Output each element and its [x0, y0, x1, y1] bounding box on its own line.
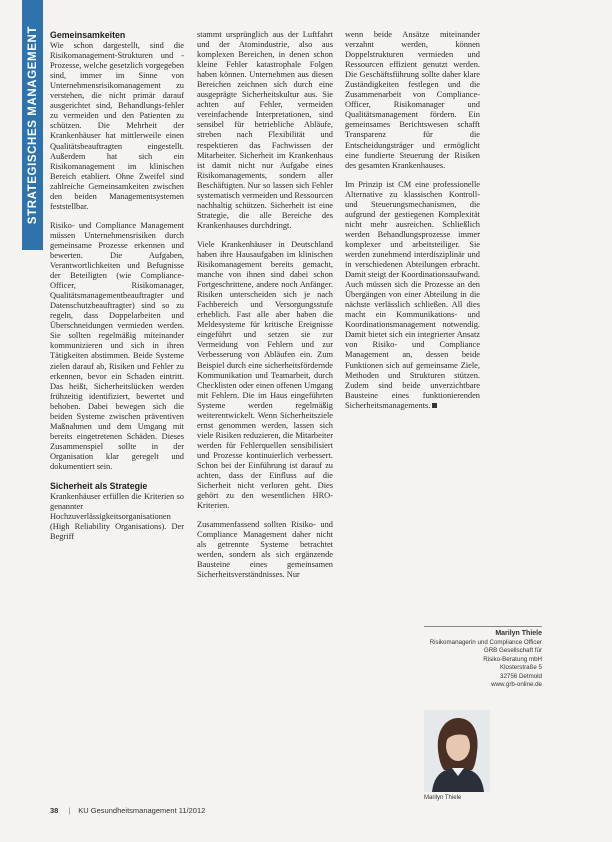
paragraph: wenn beide Ansätze miteinander verzahnt werden, können Doppelstrukturen vermieden und Ressourcen effizient genutzt werden. Die Geschäftsführung sollte daher klare Zuständigkeiten festlegen und die Zusammenarbeit von Compliance-Officer, Risikomanager und Qualitätsmanagement fördern. Ein gemeinsames Berichtswesen schafft Transparenz für die Entscheidungsträger und ermöglicht eine fundierte Steuerung der Risiken des gesamten Krankenhauses.	[345, 30, 480, 170]
text-column-2	[197, 30, 333, 589]
author-city: 32756 Detmold	[500, 672, 542, 680]
end-of-article-icon	[432, 403, 437, 408]
author-info	[424, 630, 542, 690]
paragraph: Risiko- und Compliance Management müssen Unternehmensrisiken durch gemeinsame Prozesse erkennen und bewerten. Die Aufgaben, Verantwortlichkeiten und Befugnisse der Beteiligten (wie Compliance-Officer, Risikomanager, Qualitätsmanagementbeauftragter und Datenschutzbeauftragter) sind so zu regeln, dass Doppelarbeiten und Überschneidungen vermieden werden. Sie sollten regelmäßig miteinander kommunizieren und sich in ihren Tätigkeiten abstimmen. Beide Systeme zielen darauf ab, Risiken und Fehler zu erkennen, bevor ein Schaden eintritt. Das heißt, Sicherheitslücken werden frühzeitig identifiziert, bewertet und behoben. Dabei bewegen sich die beiden Systeme zwischen präventiven Maßnahmen und dem Umgang mit bereits eingetretenen Schäden. Dieses Zusammenspiel sollte in der Organisation klar geregelt und dokumentiert sein.	[50, 220, 184, 471]
author-name: Marilyn Thiele	[495, 630, 542, 637]
author-street: Klosterstraße 5	[500, 664, 542, 671]
footer-separator: |	[68, 806, 71, 815]
author-divider	[424, 626, 542, 627]
author-title: Risikomanagerin und Compliance Officer	[429, 638, 542, 646]
author-photo	[424, 710, 490, 792]
paragraph: Zusammenfassend sollten Risiko- und Compliance Management daher nicht als getrennte Systeme betrachtet werden, sondern als sich ergänzende Bausteine eines gemeinsamen Sicherheitsverständnisses. Nur	[197, 520, 333, 580]
section-label: STRATEGISCHES MANAGEMENT	[26, 25, 39, 225]
paragraph: Wie schon dargestellt, sind die Risikomanagement-Strukturen und -Prozesse, welche gesetzlich vorgegeben sind, immer im Sinne von Unternehmensrisikomanagement zu verstehen, die nicht primär darauf ausgerichtet sind, Behandlungs-fehler zu vermeiden und den Patienten zu schützen. Die Mehrheit der Krankenhäuser hat mittlerweile einen Qualitätsbeauftragten eingestellt. Außerdem hat sich ein Risikomanagement im klinischen Bereich etabliert. Ohne Zweifel sind zahlreiche Gemeinsamkeiten zwischen den beiden Managementsystemen feststellbar.	[50, 41, 184, 211]
author-company-2: Risiko-Beratung mbH	[483, 655, 542, 663]
photo-caption: Marilyn Thiele	[424, 795, 462, 801]
paragraph	[345, 180, 480, 411]
subheading-sicherheit: Sicherheit als Strategie	[50, 481, 148, 492]
paragraph: stammt ursprünglich aus der Luftfahrt und der Atomindustrie, also aus komplexen Bereichen, in denen schon kleine Fehler katastrophale Folgen haben können. Unternehmen aus diesen Bereichen zeichnen sich durch eine ausgeprägte Sicherheitskultur aus. Sie achten auf Fehler, vermeiden vereinfachende Interpretationen, sind sensibel für betriebliche Abläufe, streben nach Flexibilität und respektieren das Fachwissen der Mitarbeiter. Sicherheit im Krankenhaus ist damit nicht nur Aufgabe eines Risikomanagements, sondern aller Beschäftigten. Nur so lassen sich Fehler systematisch vermeiden und Ressourcen nachhaltig schützen. Sicherheit ist eine Strategie, die alle Bereiche des Krankenhauses durchdringt.	[197, 30, 333, 230]
author-company: GRB Gesellschaft für	[483, 647, 542, 654]
page-footer	[50, 806, 205, 815]
text-column-3	[345, 30, 480, 420]
paragraph: Viele Krankenhäuser in Deutschland haben ihre Hausaufgaben im klinischen Risikomanagement bereits gemacht, manche von ihnen sind dabei schon Fortgeschrittene, andere noch Anfänger. Risiken unterscheiden sich je nach Fachbereich und Versorgungsstufe erheblich. Fast alle aber haben die Meldesysteme für kritische Ereignisse eingeführt und setzen sie zur Vermeidung von Fehlern und zur Verbesserung von Abläufen ein. Zum Beispiel durch eine sicherheitsfördernde Kommunikation und Teamarbeit, durch Checklisten oder einen offenen Umgang mit Fehlern. Die im Haus eingeführten Systeme werden regelmäßig weiterentwickelt. Wenn Sicherheitsziele ernst genommen werden, lassen sich viele Risiken reduzieren, die Mitarbeiter werden für Fehlerquellen sensibilisiert und Prozesse kontinuierlich verbessert. Schon bei der Einführung ist darauf zu achten, dass der Einfluss auf die Sicherheit nicht verloren geht. Dies gehört zu den wesentlichen HRO-Kriterien.	[197, 239, 333, 511]
subheading-gemeinsamkeiten: Gemeinsamkeiten	[50, 30, 126, 40]
portrait-image	[424, 710, 490, 792]
paragraph-text: Im Prinzip ist CM eine professionelle Alternative zu klassischen Kontroll- und Steuerungsmechanismen, die aufgrund der gestiegenen Komplexität nicht mehr ausreichen. Schließlich werden Behandlungsprozesse immer komplexer und arbeitsteiliger. Sie werden zunehmend interdisziplinär und in verschiedenen Abteilungen erbracht. Damit steigt der Koordinationsaufwand. Auch müssen sich die Prozesse an den Übergängen von einer Abteilung in die nächste verlässlich schließen. All dies macht ein Kommunikations- und Koordinationsmanagement notwendig. Damit bietet sich ein integrierter Ansatz von Risiko- und Compliance Management an, dessen beide Funktionen sich auf gemeinsame Ziele, Methoden und Strukturen stützen. Zudem sind beide unverzichtbare Bausteine eines funktionierenden Sicherheitsmanagements.	[345, 179, 480, 410]
journal-name: KU Gesundheitsmanagement 11/2012	[78, 806, 206, 815]
page-number: 38	[50, 806, 59, 815]
text-column-1	[50, 30, 184, 551]
paragraph: Krankenhäuser erfüllen die Kriterien so genannter Hochzuverlässigkeitsorganisationen (High Reliability Organisations). Der Begriff	[50, 492, 184, 542]
section-sidebar	[22, 0, 43, 250]
author-website: www.grb-online.de	[491, 681, 542, 688]
